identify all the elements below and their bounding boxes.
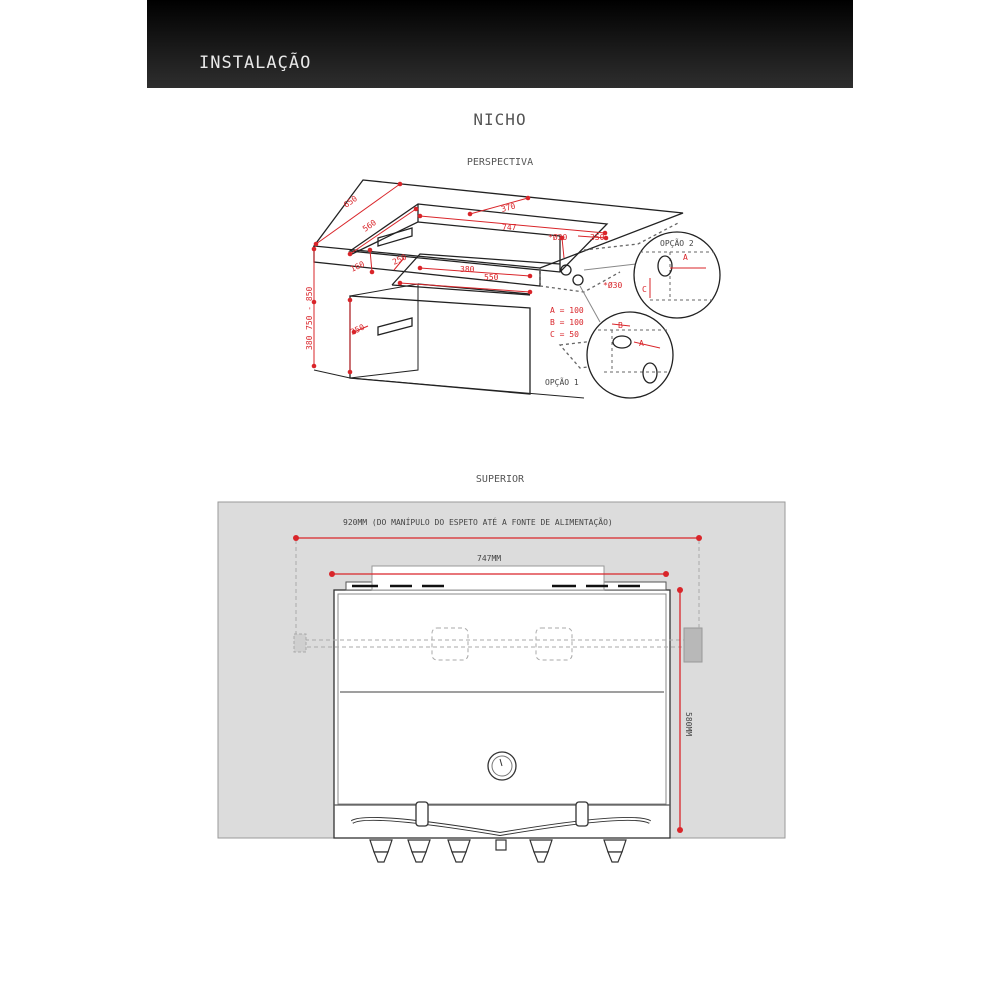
dim-380: 380 [460,265,475,274]
letter-a-opt1: A [639,339,644,348]
legend-c: C = 50 [550,330,579,339]
dim-747-label: 747MM [477,554,502,563]
dim-380b: 380 [305,335,314,350]
option2-label: OPÇÃO 2 [660,239,694,248]
dim-030b: *Ø30 [603,281,623,290]
perspective-title: PERSPECTIVA [466,157,534,168]
dim-250b: 250 [349,322,366,337]
dim-370: 370 [500,201,517,214]
option1-detail [587,312,673,398]
dim-650: 650 [341,193,359,210]
dim-250a: 250 [391,252,408,267]
dim-560: 560 [360,217,378,234]
dim-350: 350 [590,233,605,242]
section-title: NICHO [473,110,527,129]
dim-030a: *Ø30 [548,233,568,242]
letter-b-opt1: B [618,321,623,330]
dim-750-850: 750 - 850 [305,286,314,330]
dim-920-label: 920MM (DO MANÍPULO DO ESPETO ATÉ A FONTE DE ALIMENTAÇÃO) [343,518,613,527]
page-title: INSTALAÇÃO [199,53,312,73]
dim-550: 550 [484,273,499,282]
letter-c-opt2: C [642,285,647,294]
option1-label: OPÇÃO 1 [545,378,579,387]
letter-a-opt2: A [683,253,688,262]
dim-160: 160 [349,259,366,274]
top-view-title: SUPERIOR [475,474,525,485]
top-view-diagram [218,502,785,862]
legend-a: A = 100 [550,306,584,315]
dim-580-label: 580MM [684,712,693,737]
legend-b: B = 100 [550,318,584,327]
dim-747: 747 [502,223,517,232]
